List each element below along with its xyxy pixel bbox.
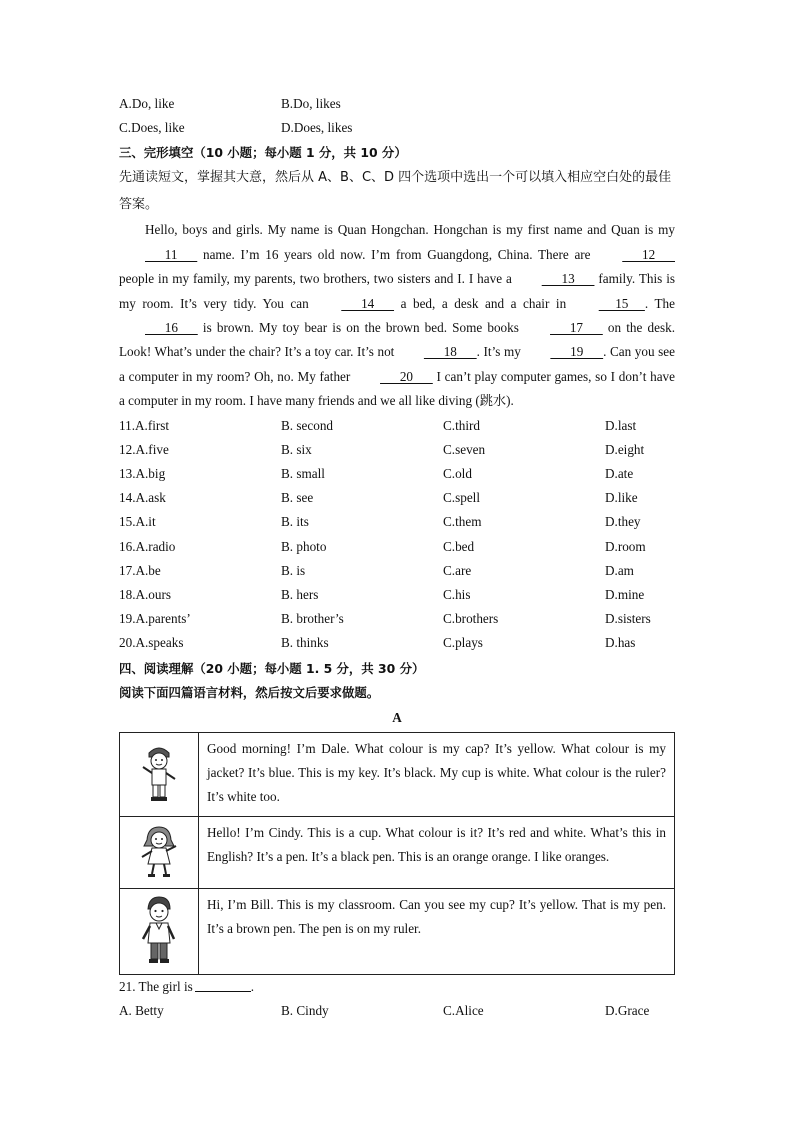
option-b[interactable]: B. is <box>281 562 306 578</box>
option-c[interactable]: C.bed <box>443 538 475 554</box>
blank-14[interactable]: 14 <box>341 295 395 311</box>
option-row <box>119 607 675 631</box>
option-c[interactable]: C.third <box>443 417 480 433</box>
passage-text: Good morning! I’m Dale. What colour is my cap? It’s yellow. What colour is my jacket? It’s blue. This is my key. It’s black. My cup is white. What colour is the ruler? It’s white too. <box>199 732 675 816</box>
question-21 <box>119 975 675 999</box>
passage-text: . The <box>644 295 675 311</box>
option-d[interactable]: D.they <box>605 514 641 530</box>
option-row <box>119 999 675 1023</box>
question-stem: 21. The girl is <box>119 978 193 994</box>
option-c[interactable]: C.spell <box>443 490 480 506</box>
option-d[interactable]: D.ate <box>605 466 634 482</box>
option-b[interactable]: B. small <box>281 466 325 482</box>
table-row <box>120 732 675 816</box>
passage-text: is brown. My toy bear is on the brown bed. Some books <box>197 320 525 335</box>
passage-text: a bed, a desk and a chair in <box>394 295 573 311</box>
option-a[interactable]: 17.A.be <box>119 562 161 578</box>
option-b[interactable]: B. its <box>281 514 309 530</box>
passage-text: name. I’m 16 years old now. I’m from Guangdong, China. There are <box>197 246 597 262</box>
passage-text: I can’t play computer games, so I don’t have a computer in my room. I have many friends and we all like diving (跳水). <box>119 368 675 409</box>
option-b[interactable]: B. Cindy <box>281 1002 329 1018</box>
option-c[interactable]: C.brothers <box>443 611 499 627</box>
option-row <box>119 486 675 510</box>
option-c[interactable]: C.are <box>443 562 472 578</box>
option-row <box>119 438 675 462</box>
option-b[interactable]: B. see <box>281 490 314 506</box>
passage-text: . Can you see a computer in my room? Oh, no. My father <box>119 344 675 384</box>
option-a[interactable]: 13.A.big <box>119 466 166 482</box>
section-instruction-cloze: 先通读短文，掌握其大意，然后从 A、B、C、D 四个选项中选出一个可以填入相应空白处的最佳答案。 <box>119 170 672 213</box>
option-d[interactable]: D.has <box>605 635 636 651</box>
option-d[interactable]: D.eight <box>605 441 645 457</box>
option-a[interactable]: 19.A.parents’ <box>119 611 191 627</box>
option-b[interactable]: B. second <box>281 417 334 433</box>
exam-page <box>119 92 675 1023</box>
option-c[interactable]: C.Does, like <box>119 120 185 136</box>
passage-text: people in my family, my parents, two brothers, two sisters and I. I have a <box>119 271 516 287</box>
option-c[interactable]: C.plays <box>443 635 483 651</box>
blank-13[interactable]: 13 <box>541 271 595 287</box>
cloze-passage <box>119 218 675 413</box>
blank-15[interactable]: 15 <box>598 295 645 311</box>
option-a[interactable]: 14.A.ask <box>119 490 166 506</box>
passage-text: Hi, I’m Bill. This is my classroom. Can you see my cup? It’s yellow. That is my pen. It’s a brown pen. The pen is on my ruler. <box>199 888 675 974</box>
question-period: . <box>250 978 255 994</box>
passage-text: Hello, boys and girls. My name is Quan Hongchan. Hongchan is my first name and Quan is my <box>145 222 675 238</box>
option-c[interactable]: C.seven <box>443 441 486 457</box>
option-d[interactable]: D.sisters <box>605 611 651 627</box>
section-instruction-reading: 阅读下面四篇语言材料，然后按文后要求做题。 <box>119 684 380 700</box>
option-c[interactable]: C.them <box>443 514 482 530</box>
option-a[interactable]: 15.A.it <box>119 514 156 530</box>
option-row <box>119 583 675 607</box>
option-a[interactable]: 16.A.radio <box>119 538 176 554</box>
section-heading-reading: 四、阅读理解（20 小题；每小题 1. 5 分，共 30 分） <box>119 660 425 676</box>
option-row <box>119 631 675 655</box>
passage-label: A <box>392 709 402 725</box>
option-row <box>119 510 675 534</box>
option-a[interactable]: 20.A.speaks <box>119 635 184 651</box>
option-a[interactable]: 18.A.ours <box>119 587 172 603</box>
passage-text: Hello! I’m Cindy. This is a cup. What colour is it? It’s red and white. What’s this in English? It’s a pen. It’s a black pen. This is an orange orange. I like oranges. <box>199 816 675 888</box>
blank-19[interactable]: 19 <box>550 344 604 360</box>
option-row <box>119 462 675 486</box>
option-c[interactable]: C.Alice <box>443 1002 484 1018</box>
cloze-options <box>119 414 675 656</box>
option-a[interactable]: A.Do, like <box>119 96 175 112</box>
blank-12[interactable]: 12 <box>622 246 675 262</box>
option-d[interactable]: D.Grace <box>605 1002 650 1018</box>
boy-cartoon-icon <box>120 732 199 816</box>
option-row <box>119 559 675 583</box>
blank-20[interactable]: 20 <box>380 368 433 384</box>
blank-11[interactable]: 11 <box>145 246 198 262</box>
option-d[interactable]: D.Does, likes <box>281 120 353 136</box>
q10-option-row <box>119 116 675 140</box>
option-c[interactable]: C.his <box>443 587 471 603</box>
option-b[interactable]: B. photo <box>281 538 327 554</box>
passage-text: family. This is my room. It’s very tidy. You can <box>119 271 676 311</box>
option-d[interactable]: D.room <box>605 538 646 554</box>
answer-blank[interactable] <box>195 981 251 992</box>
option-d[interactable]: D.like <box>605 490 638 506</box>
option-b[interactable]: B. thinks <box>281 635 329 651</box>
option-a[interactable]: A. Betty <box>119 1002 164 1018</box>
girl-cartoon-icon <box>120 816 199 888</box>
table-row <box>120 888 675 974</box>
q10-option-row <box>119 92 675 116</box>
option-c[interactable]: C.old <box>443 466 472 482</box>
option-d[interactable]: D.am <box>605 562 634 578</box>
option-d[interactable]: D.last <box>605 417 637 433</box>
passage-text: on the desk. Look! What’s under the chair? It’s a toy car. It’s not <box>119 320 675 360</box>
option-row <box>119 535 675 559</box>
passage-text: . It’s my <box>476 344 525 360</box>
option-d[interactable]: D.mine <box>605 587 645 603</box>
option-b[interactable]: B. hers <box>281 587 319 603</box>
option-b[interactable]: B.Do, likes <box>281 96 341 112</box>
reading-table <box>119 732 675 975</box>
section-heading-cloze: 三、完形填空（10 小题；每小题 1 分，共 10 分） <box>119 145 407 161</box>
option-a[interactable]: 12.A.five <box>119 441 169 457</box>
blank-18[interactable]: 18 <box>423 344 477 360</box>
option-a[interactable]: 11.A.first <box>119 417 170 433</box>
option-row <box>119 414 675 438</box>
blank-16[interactable]: 16 <box>145 320 198 335</box>
option-b[interactable]: B. six <box>281 441 312 457</box>
option-b[interactable]: B. brother’s <box>281 611 344 627</box>
blank-17[interactable]: 17 <box>550 320 603 335</box>
boy-student-cartoon-icon <box>120 888 199 974</box>
table-row <box>120 816 675 888</box>
